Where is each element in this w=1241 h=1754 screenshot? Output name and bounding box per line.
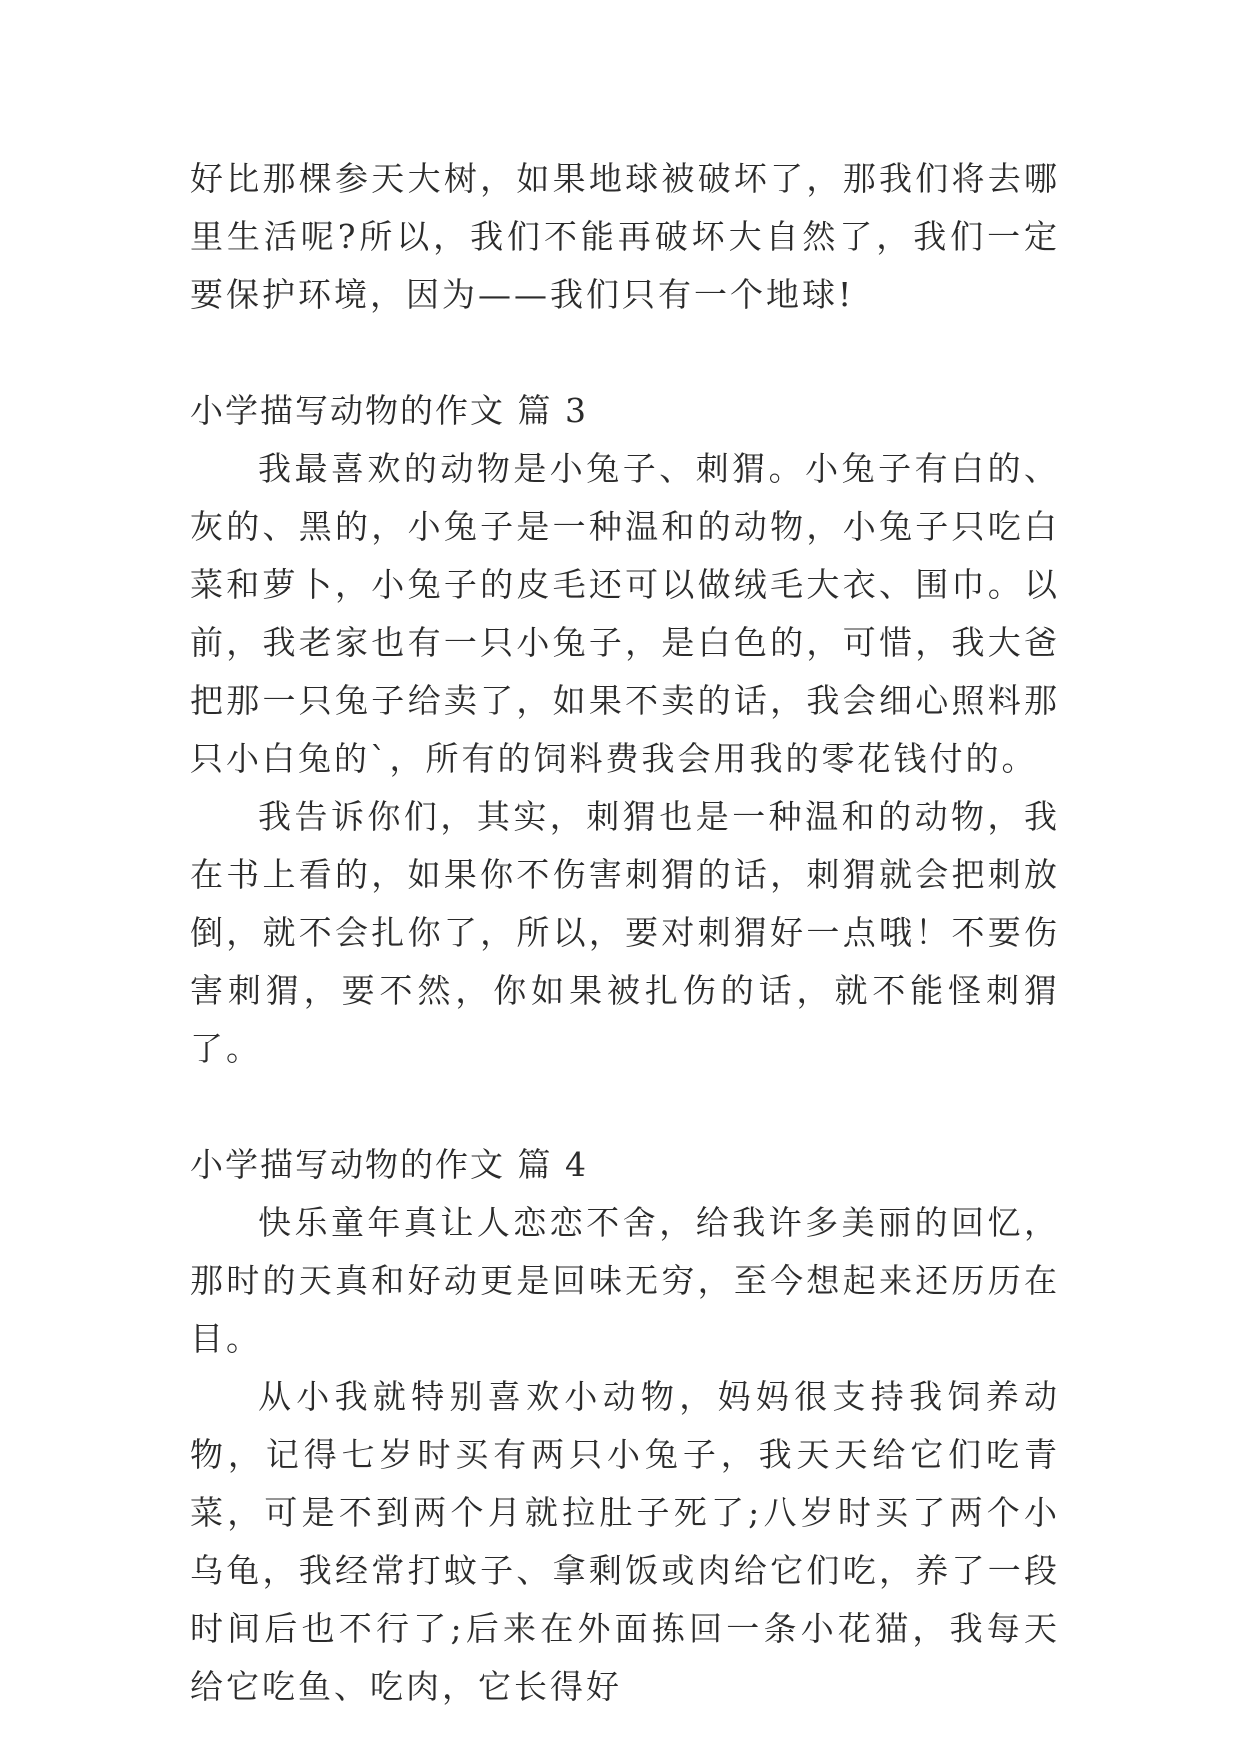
section-3-paragraph-1: 我最喜欢的动物是小兔子、刺猬。小兔子有白的、灰的、黑的，小兔子是一种温和的动物，小兔子只吃白菜和萝卜，小兔子的皮毛还可以做绒毛大衣、围巾。以前，我老家也有一只小兔子，是白色的，可惜，我大爸把那一只兔子给卖了，如果不卖的话，我会细心照料那只小白兔的`，所有的饲料费我会用我的零花钱付的。 xyxy=(190,449,1060,778)
section-4-heading: 小学描写动物的作文 篇 4 xyxy=(190,1145,588,1184)
section-spacer xyxy=(190,1078,1060,1136)
continuation-paragraph: 好比那棵参天大树，如果地球被破坏了，那我们将去哪里生活呢?所以，我们不能再破坏大自然了，我们一定要保护环境，因为——我们只有一个地球! xyxy=(190,159,1060,314)
section-4-paragraph-1: 快乐童年真让人恋恋不舍，给我许多美丽的回忆，那时的天真和好动更是回味无穷，至今想起来还历历在目。 xyxy=(190,1203,1060,1358)
section-spacer xyxy=(190,324,1060,382)
section-4-paragraph-2: 从小我就特别喜欢小动物，妈妈很支持我饲养动物，记得七岁时买有两只小兔子，我天天给它们吃青菜，可是不到两个月就拉肚子死了;八岁时买了两个小乌龟，我经常打蚊子、拿剩饭或肉给它们吃，养了一段时间后也不行了;后来在外面拣回一条小花猫，我每天给它吃鱼、吃肉，它长得好 xyxy=(190,1377,1060,1706)
section-3-paragraph-2: 我告诉你们，其实，刺猬也是一种温和的动物，我在书上看的，如果你不伤害刺猬的话，刺猬就会把刺放倒，就不会扎你了，所以，要对刺猬好一点哦！不要伤害刺猬，要不然，你如果被扎伤的话，就不能怪刺猬了。 xyxy=(190,797,1060,1068)
section-3-heading: 小学描写动物的作文 篇 3 xyxy=(190,391,588,430)
document-body xyxy=(190,150,1060,1716)
